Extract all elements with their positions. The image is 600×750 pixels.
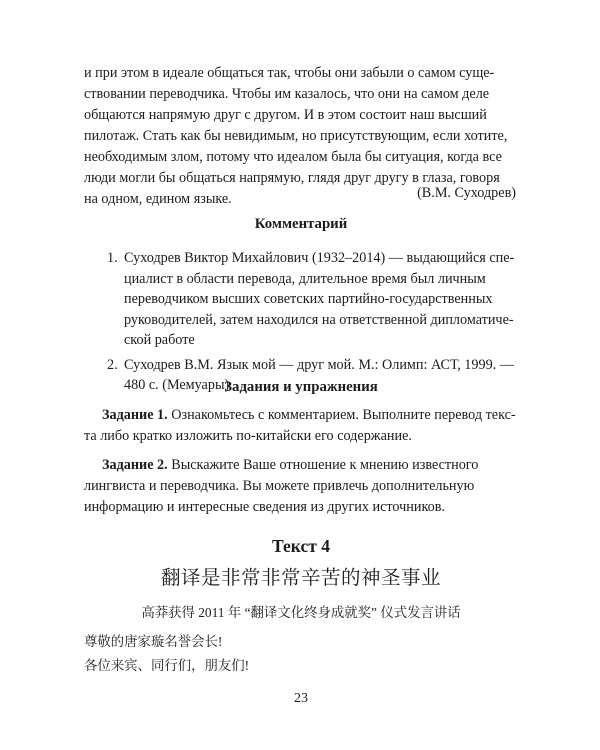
quote-line: ствовании переводчика. Чтобы им казалось, что они на самом деле: [84, 86, 490, 102]
chinese-greeting-line: 各位来宾、同行们，朋友们!: [84, 658, 250, 673]
text-4-heading: Текст 4: [272, 536, 330, 556]
page-number: 23: [294, 691, 308, 706]
chinese-greeting-line: 尊敬的唐家璇名誉会长!: [84, 634, 223, 649]
comment-number: 2.: [107, 356, 118, 373]
tasks-heading: Задания и упражнения: [224, 379, 378, 395]
chinese-title: 翻译是非常非常辛苦的神圣事业: [160, 568, 441, 589]
comment-line: 480 с. (Мемуары): [124, 377, 230, 393]
task-1-label: Задание 1.: [102, 407, 168, 423]
quote-line: пилотаж. Стать как бы невидимым, но присутствующим, если хотите,: [84, 128, 508, 144]
task-1-text: Ознакомьтесь с комментарием. Выполните перевод текс-: [167, 407, 516, 423]
task-2-label: Задание 2.: [102, 457, 168, 473]
quote-attribution: (В.М. Суходрев): [417, 185, 516, 201]
task-2-line: лингвиста и переводчика. Вы можете привлечь дополнительную: [84, 478, 475, 494]
comment-number: 1.: [107, 250, 118, 266]
chinese-subtitle: 高莽获得 2011 年 “翻译文化终身成就奖” 仪式发言讲话: [141, 605, 461, 620]
task-1-first-line: [84, 405, 518, 426]
task-2-text: Выскажите Ваше отношение к мнению известного: [167, 457, 479, 473]
task-2-line: информацию и интересные сведения из других источников.: [84, 499, 445, 515]
quote-line: люди могли бы общаться напрямую, глядя друг другу в глаза, говоря: [84, 170, 500, 186]
comment-line: циалист в области перевода, длительное время был личным: [124, 270, 486, 287]
task-2-first-line: [84, 455, 518, 476]
task-1: [84, 405, 518, 447]
quote-line: необходимым злом, потому что идеалом была бы ситуация, когда все: [84, 149, 502, 165]
comment-item: [107, 248, 518, 351]
comment-line: Суходрев Виктор Михайлович (1932–2014) — выдающийся спе-: [124, 250, 515, 266]
quote-line: общаются напрямую друг с другом. И в этом состоит наш высший: [84, 107, 487, 123]
comment-line: руководителей, затем находился на ответственной дипломатиче-: [124, 311, 514, 328]
comment-heading: Комментарий: [254, 216, 348, 232]
comment-line: переводчиком высших советских партийно-государственных: [124, 291, 493, 307]
comment-line: Суходрев В.М. Язык мой — друг мой. М.: Олимп: АСТ, 1999. —: [124, 356, 514, 373]
task-1-line: та либо кратко изложить по-китайски его содержание.: [84, 428, 412, 444]
quote-line: на одном, едином языке.: [84, 191, 232, 207]
task-2: [84, 455, 518, 518]
comment-line: ской работе: [124, 332, 195, 348]
quote-line: и при этом в идеале общаться так, чтобы они забыли о самом суще-: [84, 65, 495, 81]
